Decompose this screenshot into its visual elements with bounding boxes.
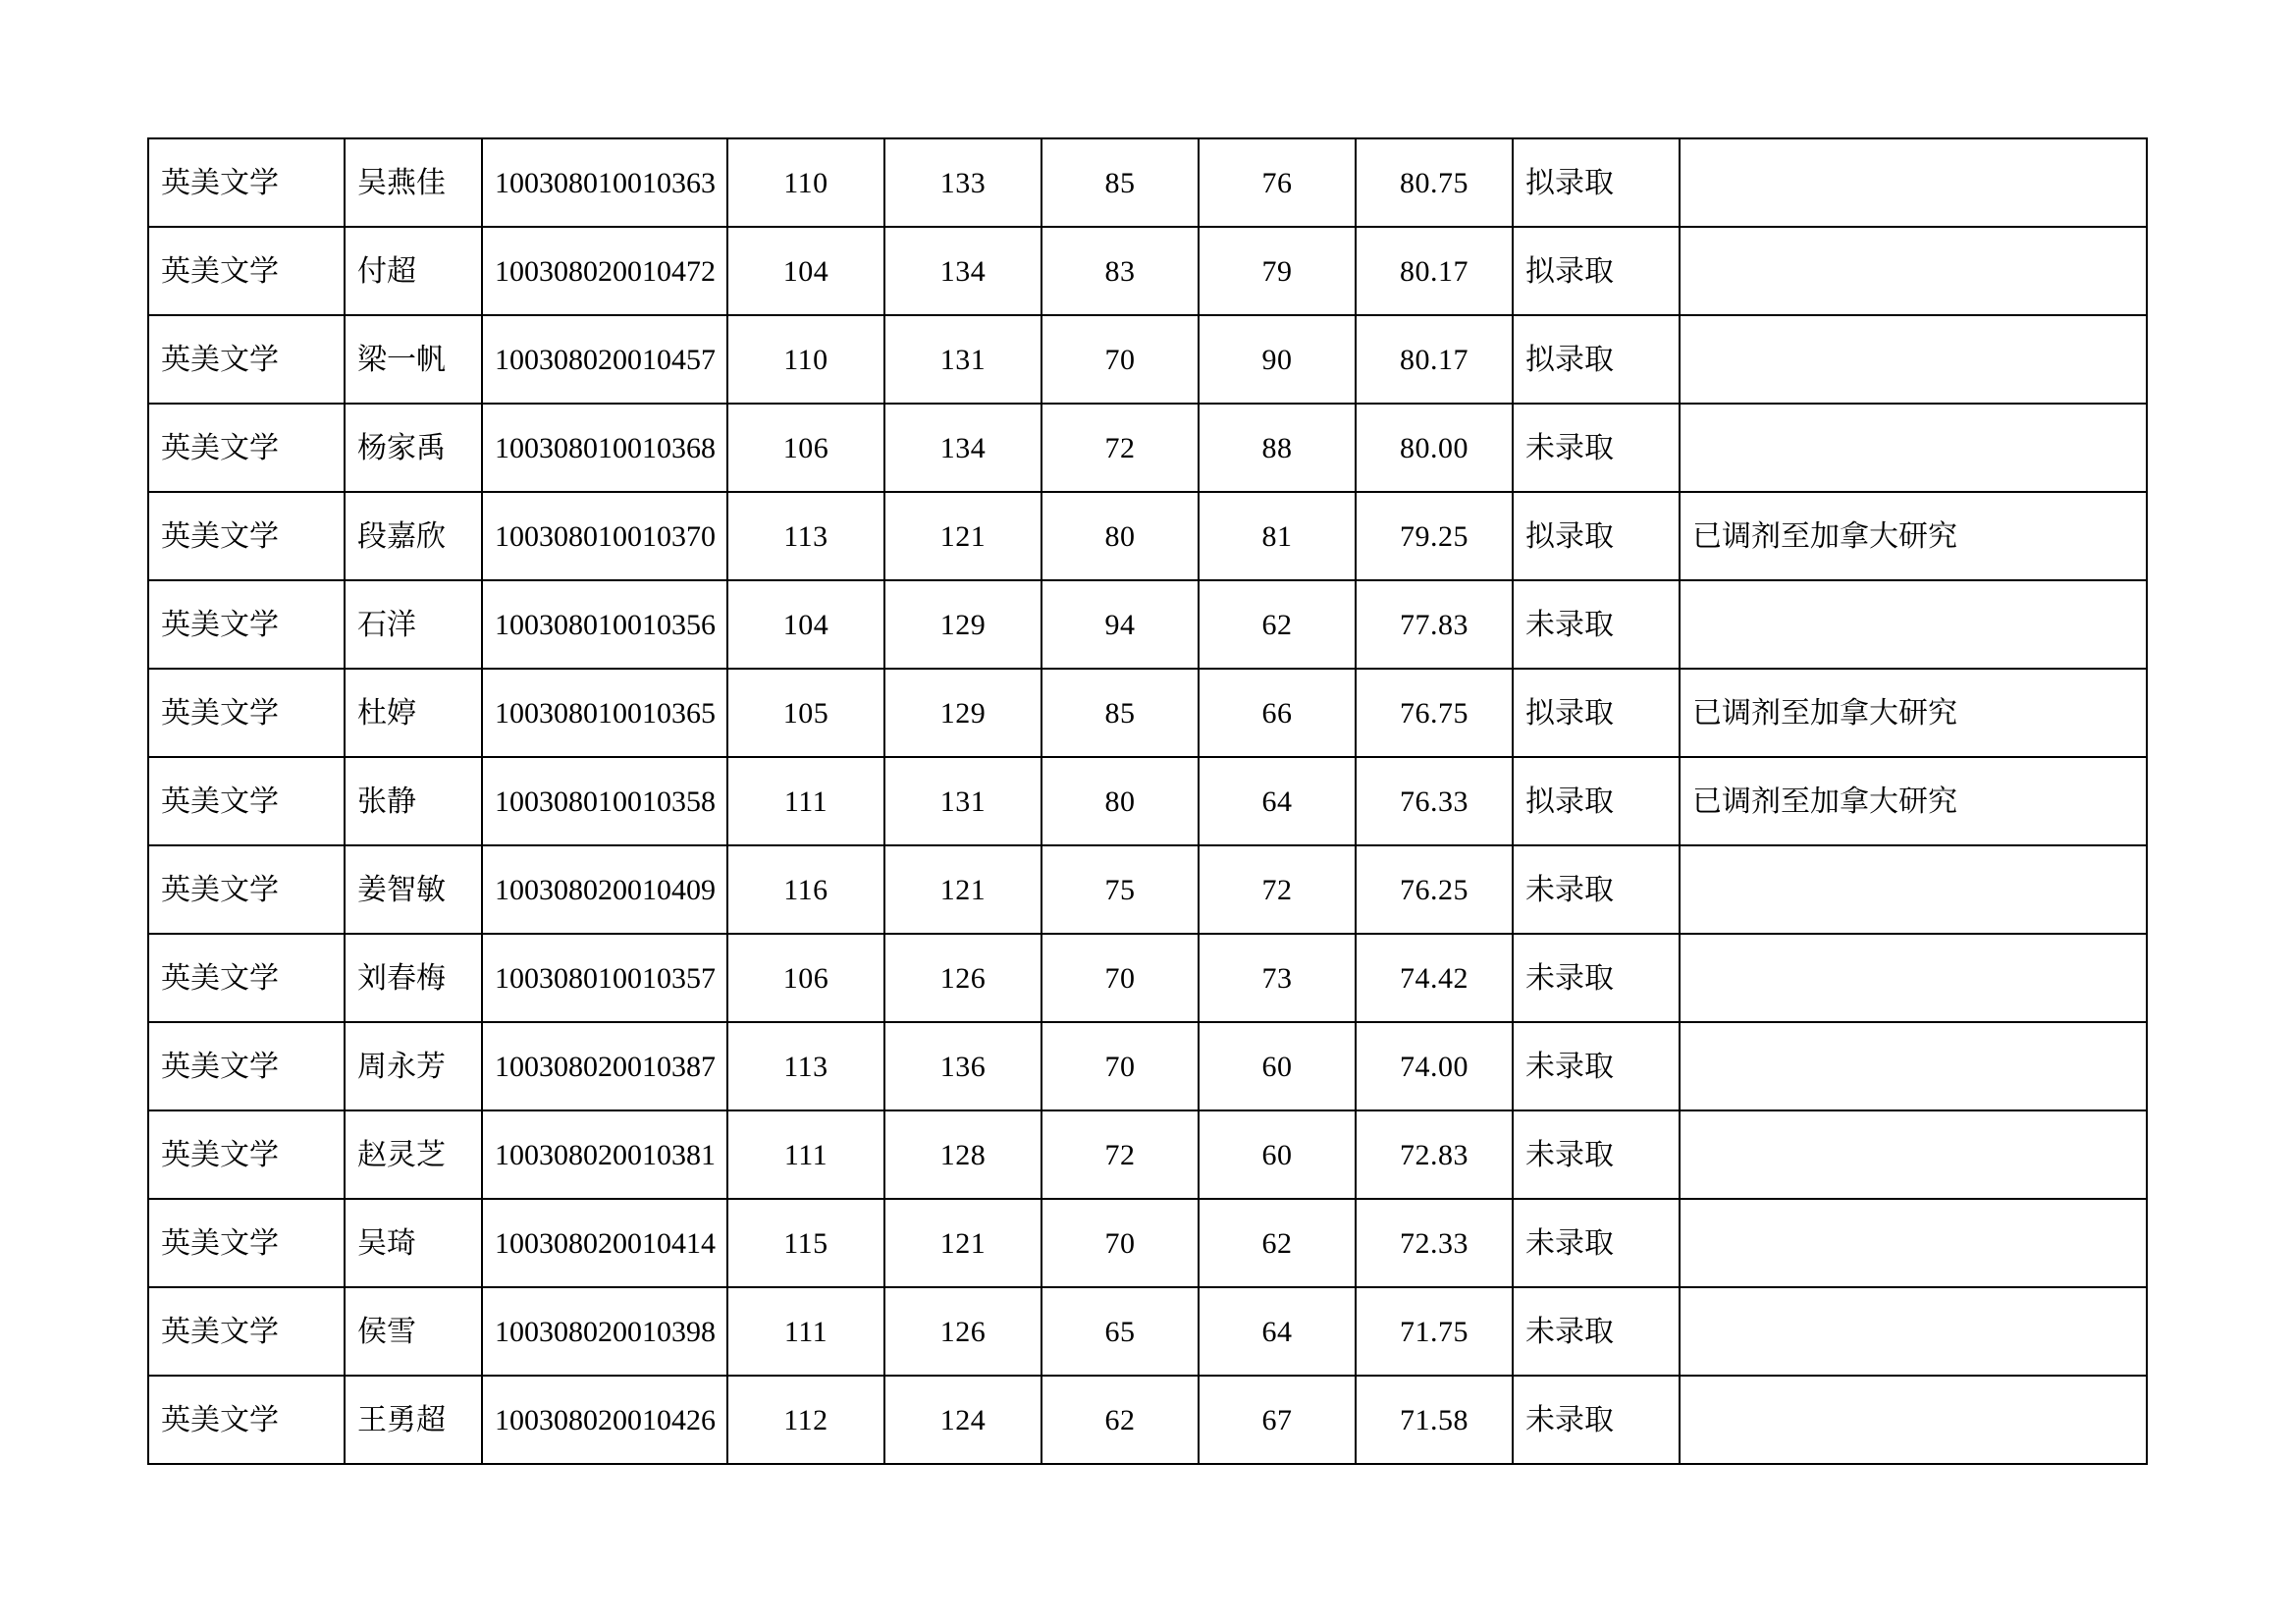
cell-name: 吴琦 xyxy=(345,1199,482,1287)
cell-score2: 126 xyxy=(884,934,1041,1022)
cell-id: 100308010010358 xyxy=(482,757,727,845)
cell-name: 杜婷 xyxy=(345,669,482,757)
cell-score1: 113 xyxy=(727,492,884,580)
cell-status: 未录取 xyxy=(1513,845,1680,934)
cell-remark xyxy=(1680,1022,2147,1110)
cell-major: 英美文学 xyxy=(148,404,345,492)
cell-score4: 64 xyxy=(1199,757,1356,845)
cell-score1: 106 xyxy=(727,934,884,1022)
cell-name: 姜智敏 xyxy=(345,845,482,934)
cell-name: 张静 xyxy=(345,757,482,845)
cell-remark xyxy=(1680,1376,2147,1464)
cell-name: 王勇超 xyxy=(345,1376,482,1464)
cell-score4: 64 xyxy=(1199,1287,1356,1376)
cell-score2: 121 xyxy=(884,1199,1041,1287)
table-row xyxy=(148,845,2147,934)
cell-score2: 131 xyxy=(884,757,1041,845)
table-row xyxy=(148,404,2147,492)
cell-score1: 106 xyxy=(727,404,884,492)
cell-name: 杨家禹 xyxy=(345,404,482,492)
cell-name: 周永芳 xyxy=(345,1022,482,1110)
cell-score3: 80 xyxy=(1041,757,1199,845)
cell-score4: 66 xyxy=(1199,669,1356,757)
table-row xyxy=(148,669,2147,757)
cell-name: 付超 xyxy=(345,227,482,315)
admission-table xyxy=(147,137,2148,1465)
cell-id: 100308010010365 xyxy=(482,669,727,757)
cell-score4: 79 xyxy=(1199,227,1356,315)
cell-score2: 134 xyxy=(884,404,1041,492)
cell-major: 英美文学 xyxy=(148,1110,345,1199)
cell-total: 80.17 xyxy=(1356,227,1513,315)
cell-status: 未录取 xyxy=(1513,1287,1680,1376)
cell-score1: 110 xyxy=(727,138,884,227)
cell-name: 吴燕佳 xyxy=(345,138,482,227)
cell-score2: 121 xyxy=(884,492,1041,580)
cell-score1: 116 xyxy=(727,845,884,934)
cell-total: 80.75 xyxy=(1356,138,1513,227)
table-row xyxy=(148,1022,2147,1110)
cell-major: 英美文学 xyxy=(148,669,345,757)
cell-score3: 83 xyxy=(1041,227,1199,315)
cell-major: 英美文学 xyxy=(148,580,345,669)
cell-score4: 76 xyxy=(1199,138,1356,227)
cell-score2: 126 xyxy=(884,1287,1041,1376)
cell-id: 100308020010457 xyxy=(482,315,727,404)
cell-total: 74.42 xyxy=(1356,934,1513,1022)
cell-remark xyxy=(1680,227,2147,315)
cell-score3: 72 xyxy=(1041,404,1199,492)
cell-remark xyxy=(1680,934,2147,1022)
cell-remark xyxy=(1680,138,2147,227)
cell-score4: 72 xyxy=(1199,845,1356,934)
cell-score3: 70 xyxy=(1041,1022,1199,1110)
cell-score2: 121 xyxy=(884,845,1041,934)
cell-score1: 110 xyxy=(727,315,884,404)
cell-score3: 85 xyxy=(1041,138,1199,227)
cell-status: 拟录取 xyxy=(1513,138,1680,227)
cell-score3: 94 xyxy=(1041,580,1199,669)
cell-name: 段嘉欣 xyxy=(345,492,482,580)
cell-remark: 已调剂至加拿大研究 xyxy=(1680,669,2147,757)
cell-id: 100308020010398 xyxy=(482,1287,727,1376)
cell-id: 100308010010356 xyxy=(482,580,727,669)
cell-score1: 111 xyxy=(727,1110,884,1199)
cell-remark xyxy=(1680,1287,2147,1376)
cell-id: 100308020010409 xyxy=(482,845,727,934)
cell-major: 英美文学 xyxy=(148,138,345,227)
cell-status: 拟录取 xyxy=(1513,492,1680,580)
cell-score2: 124 xyxy=(884,1376,1041,1464)
cell-major: 英美文学 xyxy=(148,1287,345,1376)
table-row xyxy=(148,580,2147,669)
cell-status: 拟录取 xyxy=(1513,227,1680,315)
cell-total: 80.17 xyxy=(1356,315,1513,404)
cell-name: 侯雪 xyxy=(345,1287,482,1376)
cell-score4: 88 xyxy=(1199,404,1356,492)
cell-id: 100308010010363 xyxy=(482,138,727,227)
cell-major: 英美文学 xyxy=(148,757,345,845)
cell-name: 石洋 xyxy=(345,580,482,669)
cell-score1: 105 xyxy=(727,669,884,757)
cell-score1: 112 xyxy=(727,1376,884,1464)
cell-score4: 62 xyxy=(1199,1199,1356,1287)
cell-score1: 104 xyxy=(727,580,884,669)
cell-score3: 70 xyxy=(1041,315,1199,404)
cell-score3: 65 xyxy=(1041,1287,1199,1376)
cell-score4: 62 xyxy=(1199,580,1356,669)
cell-major: 英美文学 xyxy=(148,934,345,1022)
cell-remark: 已调剂至加拿大研究 xyxy=(1680,492,2147,580)
cell-score4: 73 xyxy=(1199,934,1356,1022)
cell-major: 英美文学 xyxy=(148,1022,345,1110)
cell-total: 72.83 xyxy=(1356,1110,1513,1199)
cell-name: 赵灵芝 xyxy=(345,1110,482,1199)
cell-score4: 90 xyxy=(1199,315,1356,404)
cell-score2: 136 xyxy=(884,1022,1041,1110)
cell-remark xyxy=(1680,1199,2147,1287)
cell-major: 英美文学 xyxy=(148,492,345,580)
cell-name: 刘春梅 xyxy=(345,934,482,1022)
cell-major: 英美文学 xyxy=(148,227,345,315)
cell-score3: 80 xyxy=(1041,492,1199,580)
cell-score3: 72 xyxy=(1041,1110,1199,1199)
cell-score3: 62 xyxy=(1041,1376,1199,1464)
cell-remark xyxy=(1680,845,2147,934)
cell-status: 未录取 xyxy=(1513,1199,1680,1287)
cell-remark xyxy=(1680,1110,2147,1199)
table-row xyxy=(148,138,2147,227)
cell-score3: 70 xyxy=(1041,934,1199,1022)
cell-score3: 75 xyxy=(1041,845,1199,934)
cell-score2: 134 xyxy=(884,227,1041,315)
cell-id: 100308020010414 xyxy=(482,1199,727,1287)
cell-id: 100308020010426 xyxy=(482,1376,727,1464)
cell-major: 英美文学 xyxy=(148,845,345,934)
cell-major: 英美文学 xyxy=(148,1376,345,1464)
table-row xyxy=(148,492,2147,580)
cell-id: 100308010010368 xyxy=(482,404,727,492)
cell-score1: 113 xyxy=(727,1022,884,1110)
cell-status: 未录取 xyxy=(1513,934,1680,1022)
table-row xyxy=(148,1287,2147,1376)
cell-id: 100308010010370 xyxy=(482,492,727,580)
cell-score2: 129 xyxy=(884,580,1041,669)
cell-remark xyxy=(1680,404,2147,492)
cell-id: 100308010010357 xyxy=(482,934,727,1022)
cell-status: 未录取 xyxy=(1513,580,1680,669)
table-row xyxy=(148,1199,2147,1287)
cell-total: 71.75 xyxy=(1356,1287,1513,1376)
cell-status: 拟录取 xyxy=(1513,315,1680,404)
cell-score1: 115 xyxy=(727,1199,884,1287)
cell-total: 79.25 xyxy=(1356,492,1513,580)
cell-total: 76.33 xyxy=(1356,757,1513,845)
cell-remark xyxy=(1680,315,2147,404)
cell-id: 100308020010381 xyxy=(482,1110,727,1199)
table-row xyxy=(148,315,2147,404)
cell-total: 77.83 xyxy=(1356,580,1513,669)
cell-total: 76.75 xyxy=(1356,669,1513,757)
cell-status: 未录取 xyxy=(1513,404,1680,492)
table-row xyxy=(148,1110,2147,1199)
cell-score4: 67 xyxy=(1199,1376,1356,1464)
cell-score1: 111 xyxy=(727,757,884,845)
cell-major: 英美文学 xyxy=(148,315,345,404)
cell-id: 100308020010387 xyxy=(482,1022,727,1110)
cell-remark: 已调剂至加拿大研究 xyxy=(1680,757,2147,845)
table-row xyxy=(148,934,2147,1022)
cell-score2: 131 xyxy=(884,315,1041,404)
cell-score1: 111 xyxy=(727,1287,884,1376)
cell-total: 72.33 xyxy=(1356,1199,1513,1287)
cell-score2: 133 xyxy=(884,138,1041,227)
cell-name: 梁一帆 xyxy=(345,315,482,404)
cell-total: 71.58 xyxy=(1356,1376,1513,1464)
cell-status: 拟录取 xyxy=(1513,757,1680,845)
table-row xyxy=(148,227,2147,315)
cell-status: 未录取 xyxy=(1513,1110,1680,1199)
cell-score1: 104 xyxy=(727,227,884,315)
cell-score3: 70 xyxy=(1041,1199,1199,1287)
cell-status: 未录取 xyxy=(1513,1022,1680,1110)
cell-total: 74.00 xyxy=(1356,1022,1513,1110)
table-row xyxy=(148,1376,2147,1464)
table-body xyxy=(148,138,2147,1464)
cell-score4: 60 xyxy=(1199,1022,1356,1110)
cell-score2: 128 xyxy=(884,1110,1041,1199)
cell-id: 100308020010472 xyxy=(482,227,727,315)
table-row xyxy=(148,757,2147,845)
cell-major: 英美文学 xyxy=(148,1199,345,1287)
cell-total: 80.00 xyxy=(1356,404,1513,492)
cell-status: 未录取 xyxy=(1513,1376,1680,1464)
cell-total: 76.25 xyxy=(1356,845,1513,934)
cell-remark xyxy=(1680,580,2147,669)
cell-status: 拟录取 xyxy=(1513,669,1680,757)
cell-score4: 81 xyxy=(1199,492,1356,580)
cell-score3: 85 xyxy=(1041,669,1199,757)
cell-score2: 129 xyxy=(884,669,1041,757)
cell-score4: 60 xyxy=(1199,1110,1356,1199)
